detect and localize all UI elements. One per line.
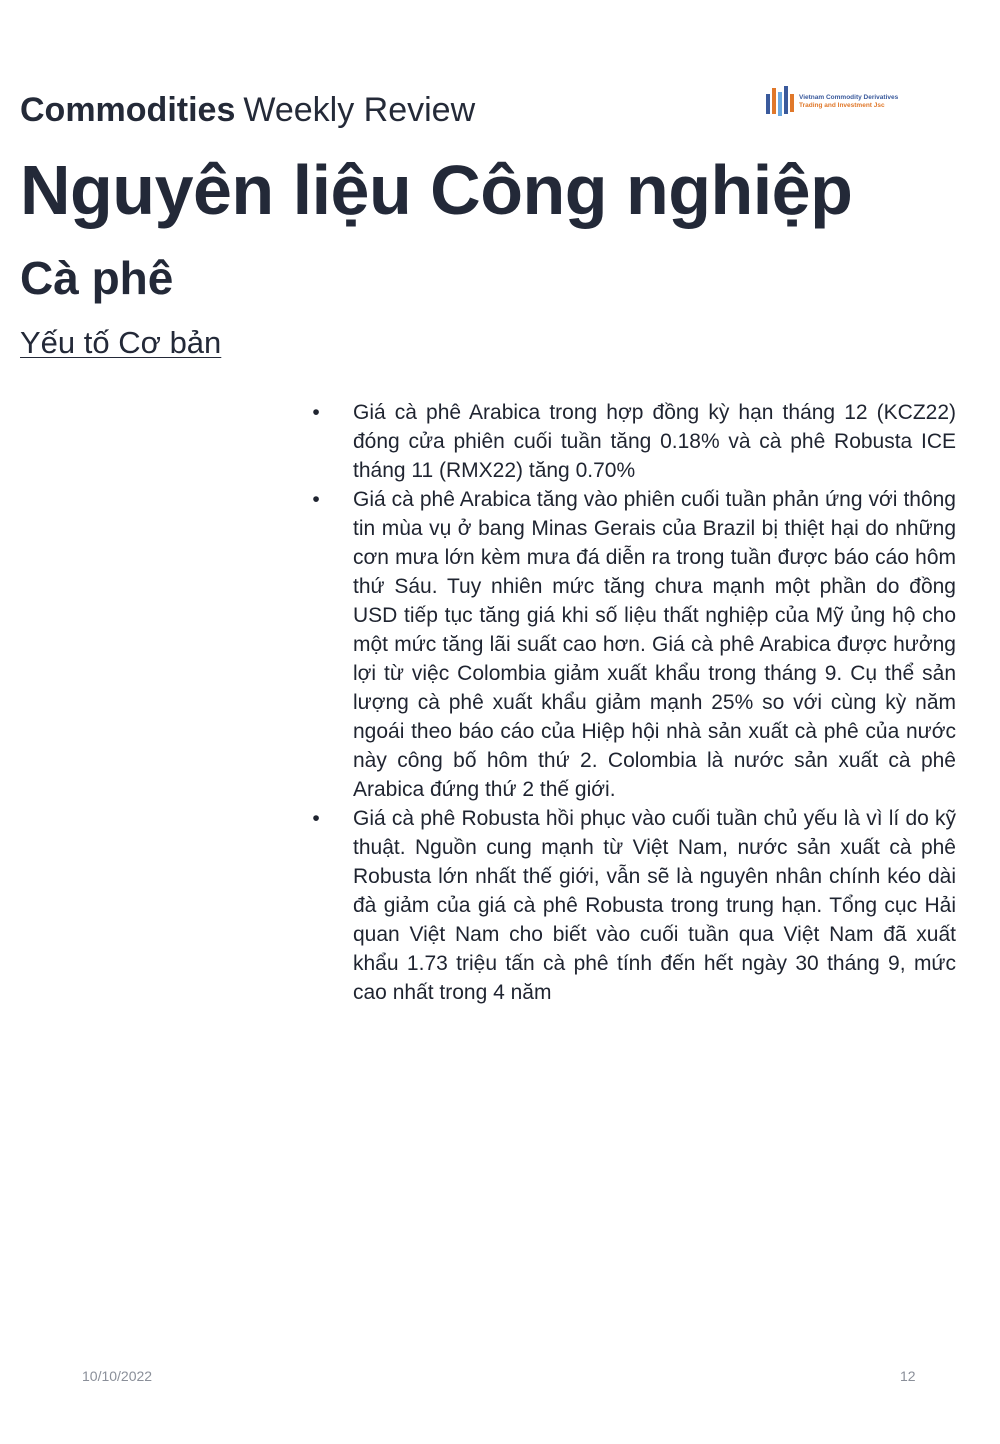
bullet-item: [310, 804, 956, 1007]
bullet-text: Giá cà phê Arabica trong hợp đồng kỳ hạn tháng 12 (KCZ22) đóng cửa phiên cuối tuần tăng 0.18% và cà phê Robusta ICE tháng 11 (RMX22) tăng 0.70%: [353, 401, 956, 482]
bullet-list: [310, 398, 956, 1007]
header-bold-text: Commodities: [20, 91, 236, 129]
bullet-item: [310, 485, 956, 804]
logo-line-2: Trading and Investment Jsc: [799, 102, 885, 109]
bullet-dot-icon: •: [312, 807, 320, 830]
bullet-item: [310, 398, 956, 485]
company-logo: [764, 84, 914, 120]
logo-mark-icon: [764, 84, 796, 120]
page-number: 12: [900, 1368, 916, 1384]
bullet-dot-icon: •: [312, 401, 320, 424]
logo-text: [799, 94, 898, 110]
footer-date: 10/10/2022: [82, 1368, 153, 1384]
page-title: Nguyên liệu Công nghiệp: [20, 151, 853, 229]
header-light-text: Weekly Review: [243, 91, 476, 129]
page-subtitle: Cà phê: [20, 252, 174, 304]
bullet-text: Giá cà phê Robusta hồi phục vào cuối tuần chủ yếu là vì lí do kỹ thuật. Nguồn cung mạnh từ Việt Nam, nước sản xuất cà phê Robusta lớn nhất thế giới, vẫn sẽ là nguyên nhân chính kéo dài đà giảm của giá cà phê Robusta trong trung hạn. Tổng cục Hải quan Việt Nam cho biết vào cuối tuần qua Việt Nam đã xuất khẩu 1.73 triệu tấn cà phê tính đến hết ngày 30 tháng 9, mức cao nhất trong 4 năm: [353, 807, 956, 1004]
bullet-text: Giá cà phê Arabica tăng vào phiên cuối tuần phản ứng với thông tin mùa vụ ở bang Minas Gerais của Brazil bị thiệt hại do những cơn mưa lớn kèm mưa đá diễn ra trong tuần được báo cáo hôm thứ Sáu. Tuy nhiên mức tăng chưa mạnh một phần do đồng USD tiếp tục tăng giá khi số liệu thất nghiệp của Mỹ ủng hộ cho một mức tăng lãi suất cao hơn. Giá cà phê Arabica được hưởng lợi từ việc Colombia giảm xuất khẩu trong tháng 9. Cụ thể sản lượng cà phê xuất khẩu giảm mạnh 25% so với cùng kỳ năm ngoái theo báo cáo của Hiệp hội nhà sản xuất cà phê của nước này công bố hôm thứ 2. Colombia là nước sản xuất cà phê Arabica đứng thứ 2 thế giới.: [353, 488, 956, 801]
bullet-dot-icon: •: [312, 488, 320, 511]
logo-line-1: Vietnam Commodity Derivatives: [799, 94, 899, 101]
report-header: [20, 88, 475, 132]
section-heading: Yếu tố Cơ bản: [20, 325, 222, 360]
